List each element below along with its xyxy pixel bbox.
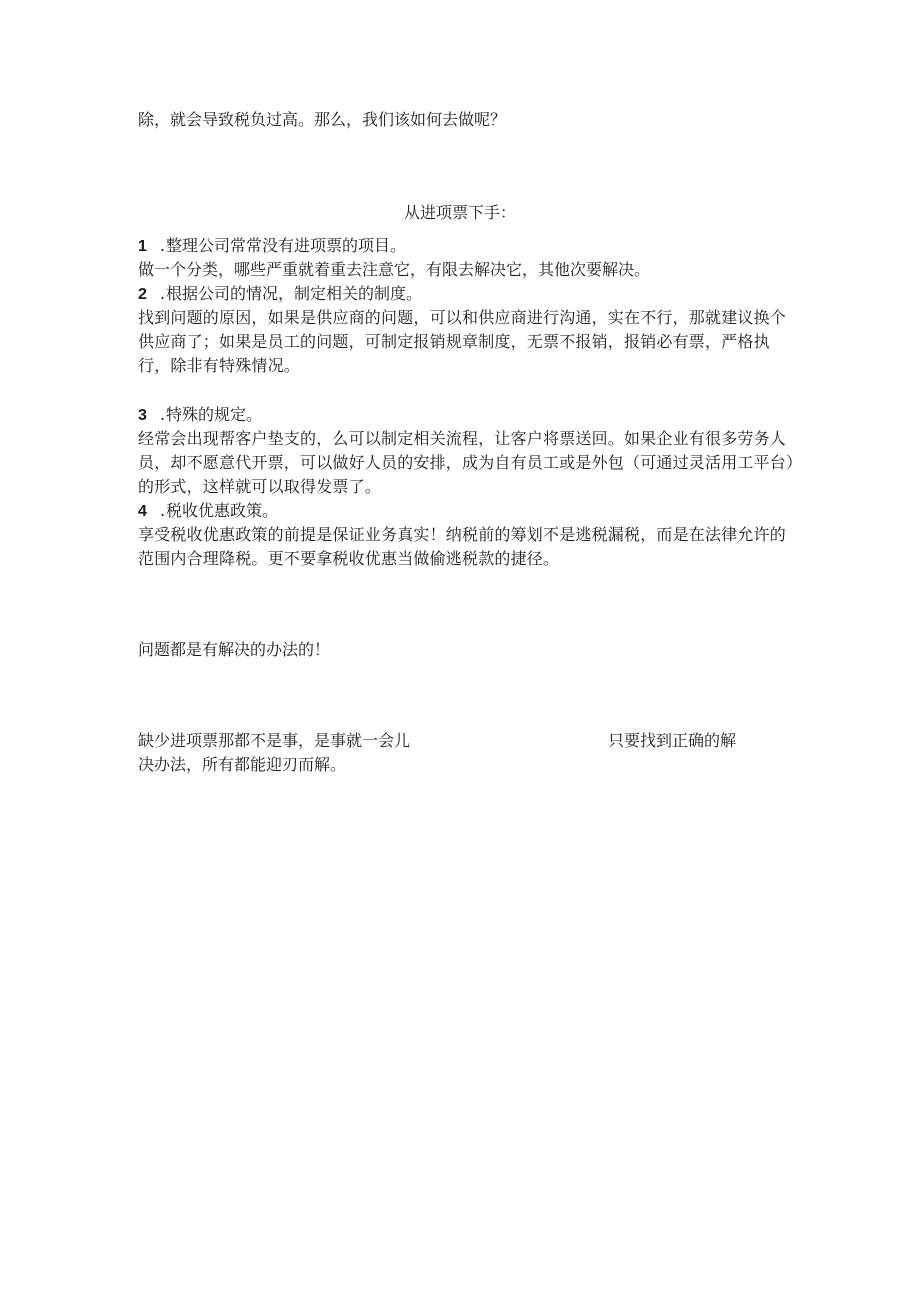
item-4-body: 享受税收优惠政策的前提是保证业务真实！纳税前的筹划不是逃税漏税，而是在法律允许的范围内合理降税。更不要拿税收优惠当做偷逃税款的捷径。 [138, 525, 787, 568]
intro-tail-text: 除，就会导致税负过高。那么，我们该如何去做呢？ [138, 110, 507, 129]
conclusion-text: 问题都是有解决的办法的！ [138, 640, 331, 659]
item-number: 3 [138, 407, 147, 424]
item-3-title [138, 403, 798, 428]
item-separator: . [160, 405, 166, 424]
item-1-body: 做一个分类，哪些严重就着重去注意它，有限去解决它，其他次要解决。 [138, 260, 651, 279]
item-1-title [138, 234, 798, 259]
item-2-body: 找到问题的原因，如果是供应商的问题，可以和供应商进行沟通，实在不行，那就建议换个供应商了；如果是员工的问题，可制定报销规章制度，无票不报销，报销必有票，严格执行，除非有特殊情况。 [138, 308, 787, 375]
item-number: 4 [138, 503, 147, 520]
item-title-text: 税收优惠政策。 [166, 501, 279, 520]
item-3-body: 经常会出现帮客户垫支的，么可以制定相关流程，让客户将票送回。如果企业有很多劳务人员，却不愿意代开票，可以做好人员的安排，成为自有员工或是外包（可通过灵活用工平台）的形式，这样就可以取得发票了。 [138, 429, 795, 496]
closing-tail-text: 决办法，所有都能迎刃而解。 [138, 755, 347, 774]
item-2-title [138, 282, 798, 307]
item-number: 1 [138, 238, 147, 255]
section-heading: 从进项票下手： [403, 203, 516, 222]
item-title-text: 特殊的规定。 [166, 405, 263, 424]
item-separator: . [160, 284, 166, 303]
item-4-title [138, 499, 798, 524]
item-separator: . [160, 236, 166, 255]
item-title-text: 根据公司的情况，制定相关的制度。 [166, 284, 423, 303]
closing-right-text: 只要找到正确的解 [608, 731, 737, 750]
item-number: 2 [138, 286, 147, 303]
item-title-text: 整理公司常常没有进项票的项目。 [166, 236, 407, 255]
closing-left-text: 缺少进项票那都不是事，是事就一会儿 [138, 731, 411, 750]
item-separator: . [160, 501, 166, 520]
